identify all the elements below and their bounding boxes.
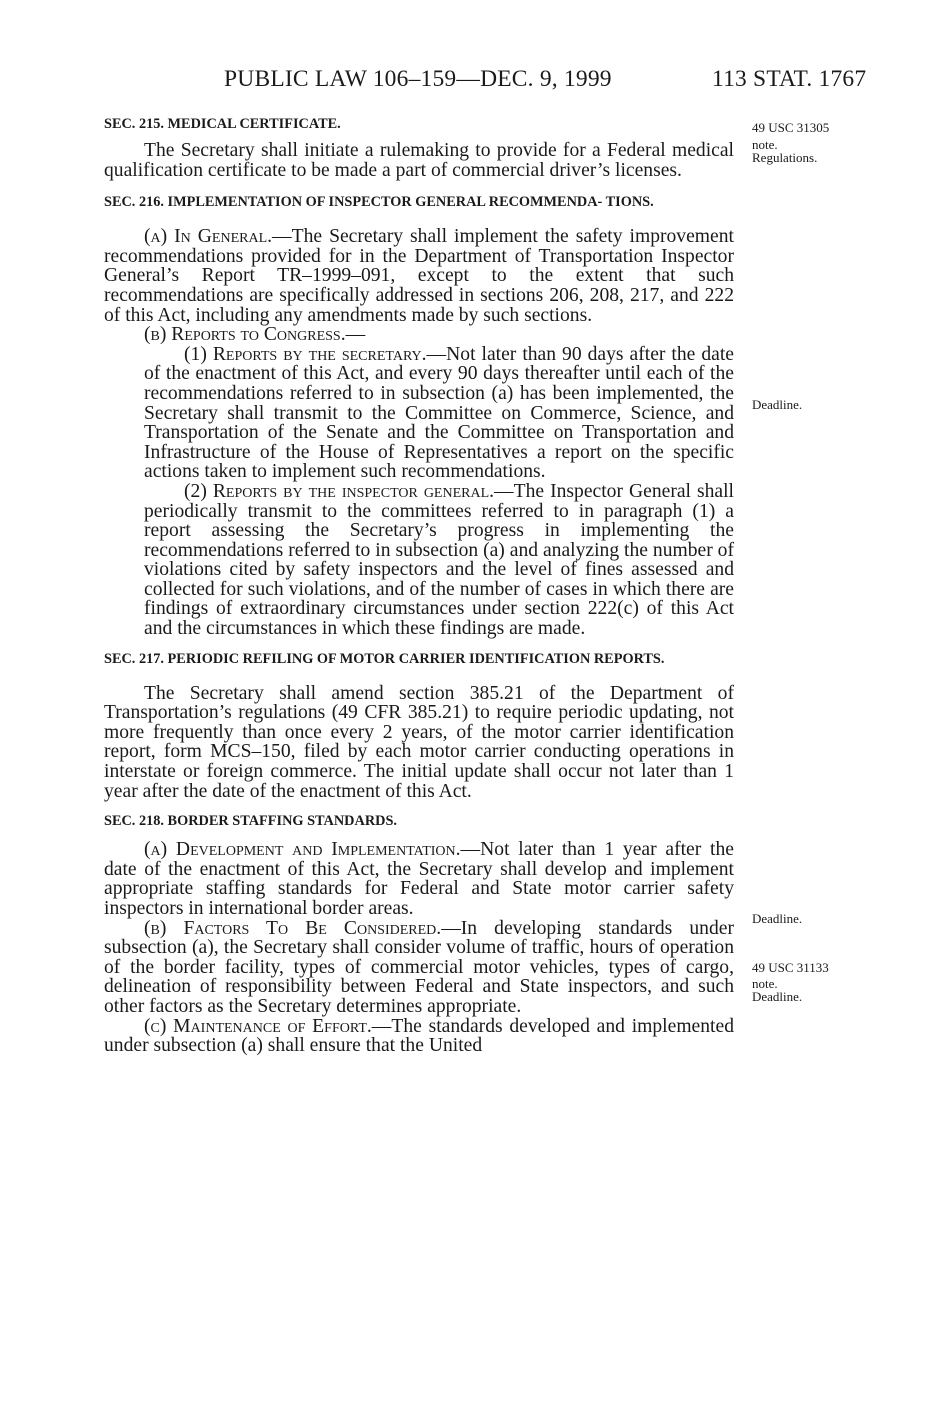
body-text-column	[104, 116, 734, 1056]
section-217-text: The Secretary shall amend section 385.21 of the Department of Transportation’s regulations (49 CFR 385.21) to require periodic updating, not more frequently than once every 2 years, of the motor carrier identification report, form MCS–150, filed by each motor carrier conducting operations in interstate or foreign commerce. The initial update shall occur not later than 1 year after the date of the enactment of this Act.	[104, 682, 734, 802]
margin-note-regulations: Regulations.	[752, 150, 818, 165]
section-218-a	[104, 840, 734, 918]
section-218-heading: SEC. 218. BORDER STAFFING STANDARDS.	[104, 813, 397, 830]
section-217-heading: SEC. 217. PERIODIC REFILING OF MOTOR CARRIER IDENTIFICATION REPORTS.	[104, 650, 665, 667]
margin-note-deadline: Deadline.	[752, 911, 803, 926]
section-215-text: The Secretary shall initiate a rulemaking to provide for a Federal medical qualification certificate to be made a part of commercial driver’s licenses.	[104, 140, 734, 181]
section-216-b1	[104, 345, 734, 482]
section-216-b2-text: —The Inspector General shall periodically transmit to the committees referred to in paragraph (1) a report assessing the Secretary’s progress in implementing the recommendations referred to in subsection (a) and analyzing the number of violations cited by safety inspectors and the level of fines assessed and collected for such violations, and of the number of cases in which there are findings of extraordinary circumstances under section 222(c) of this Act and the circumstances in which these findings are made.	[144, 480, 734, 640]
margin-note-note: note.	[752, 976, 778, 991]
section-216-a-label: (a) In General.	[144, 226, 273, 248]
section-216-b1-text: —Not later than 90 days after the date of the enactment of this Act, and every 90 days thereafter until each of the recommendations referred to in subsection (a) has been implemented, the Secretary shall transmit to the Committee on Commerce, Science, and Transportation of the Senate and the Committee on Transportation and Infrastructure of the House of Representatives a report on the specific actions taken to implement such recommendations.	[144, 343, 734, 483]
section-216-b-text: —	[345, 324, 366, 346]
section-216-heading: SEC. 216. IMPLEMENTATION OF INSPECTOR GENERAL RECOMMENDA- TIONS.	[104, 194, 654, 211]
section-216-b2	[104, 482, 734, 639]
running-header-page: 113 STAT. 1767	[712, 66, 867, 92]
section-218-b-label: (b) Factors To Be Considered.	[144, 917, 442, 939]
section-218-a-label: (a) Development and Implementation.	[144, 839, 461, 861]
section-216-b	[104, 325, 734, 345]
running-header-title: PUBLIC LAW 106–159—DEC. 9, 1999	[224, 66, 612, 92]
margin-note-deadline: Deadline.	[752, 989, 803, 1004]
section-216-a	[104, 227, 734, 325]
section-215-heading: SEC. 215. MEDICAL CERTIFICATE.	[104, 116, 341, 132]
margin-note-deadline: Deadline.	[752, 397, 803, 412]
section-216-b2-label: (2) Reports by the inspector general.	[184, 480, 495, 502]
section-218-b	[104, 919, 734, 1017]
margin-note-note: note.	[752, 137, 778, 152]
margin-note-usc-31305: 49 USC 31305	[752, 120, 830, 135]
section-216-a-text: —The Secretary shall implement the safety improvement recommendations provided for in the Department of Transportation Inspector General’s Report TR–1999–091, except to the extent that such recommendations are specifically addressed in sections 206, 208, 217, and 222 of this Act, including any amendments made by such sections.	[104, 226, 734, 326]
section-216-b1-label: (1) Reports by the secretary.	[184, 343, 427, 365]
section-216-b-label: (b) Reports to Congress.	[144, 324, 346, 346]
section-218-c-text: —The standards developed and implemented under subsection (a) shall ensure that the United	[104, 1015, 734, 1057]
margin-note-usc-31133: 49 USC 31133	[752, 960, 829, 975]
section-218-a-text: —Not later than 1 year after the date of the enactment of this Act, the Secretary shall develop and implement appropriate staffing standards for Federal and State motor carrier safety inspectors in international border areas.	[104, 839, 734, 919]
section-218-c-label: (c) Maintenance of Effort.	[144, 1015, 372, 1037]
section-218-b-text: —In developing standards under subsection (a), the Secretary shall consider volume of traffic, hours of operation of the border facility, types of commercial motor vehicles, types of cargo, delineation of responsibility between Federal and State inspectors, and such other factors as the Secretary determines appropriate.	[104, 917, 734, 1017]
section-218-c	[104, 1017, 734, 1056]
